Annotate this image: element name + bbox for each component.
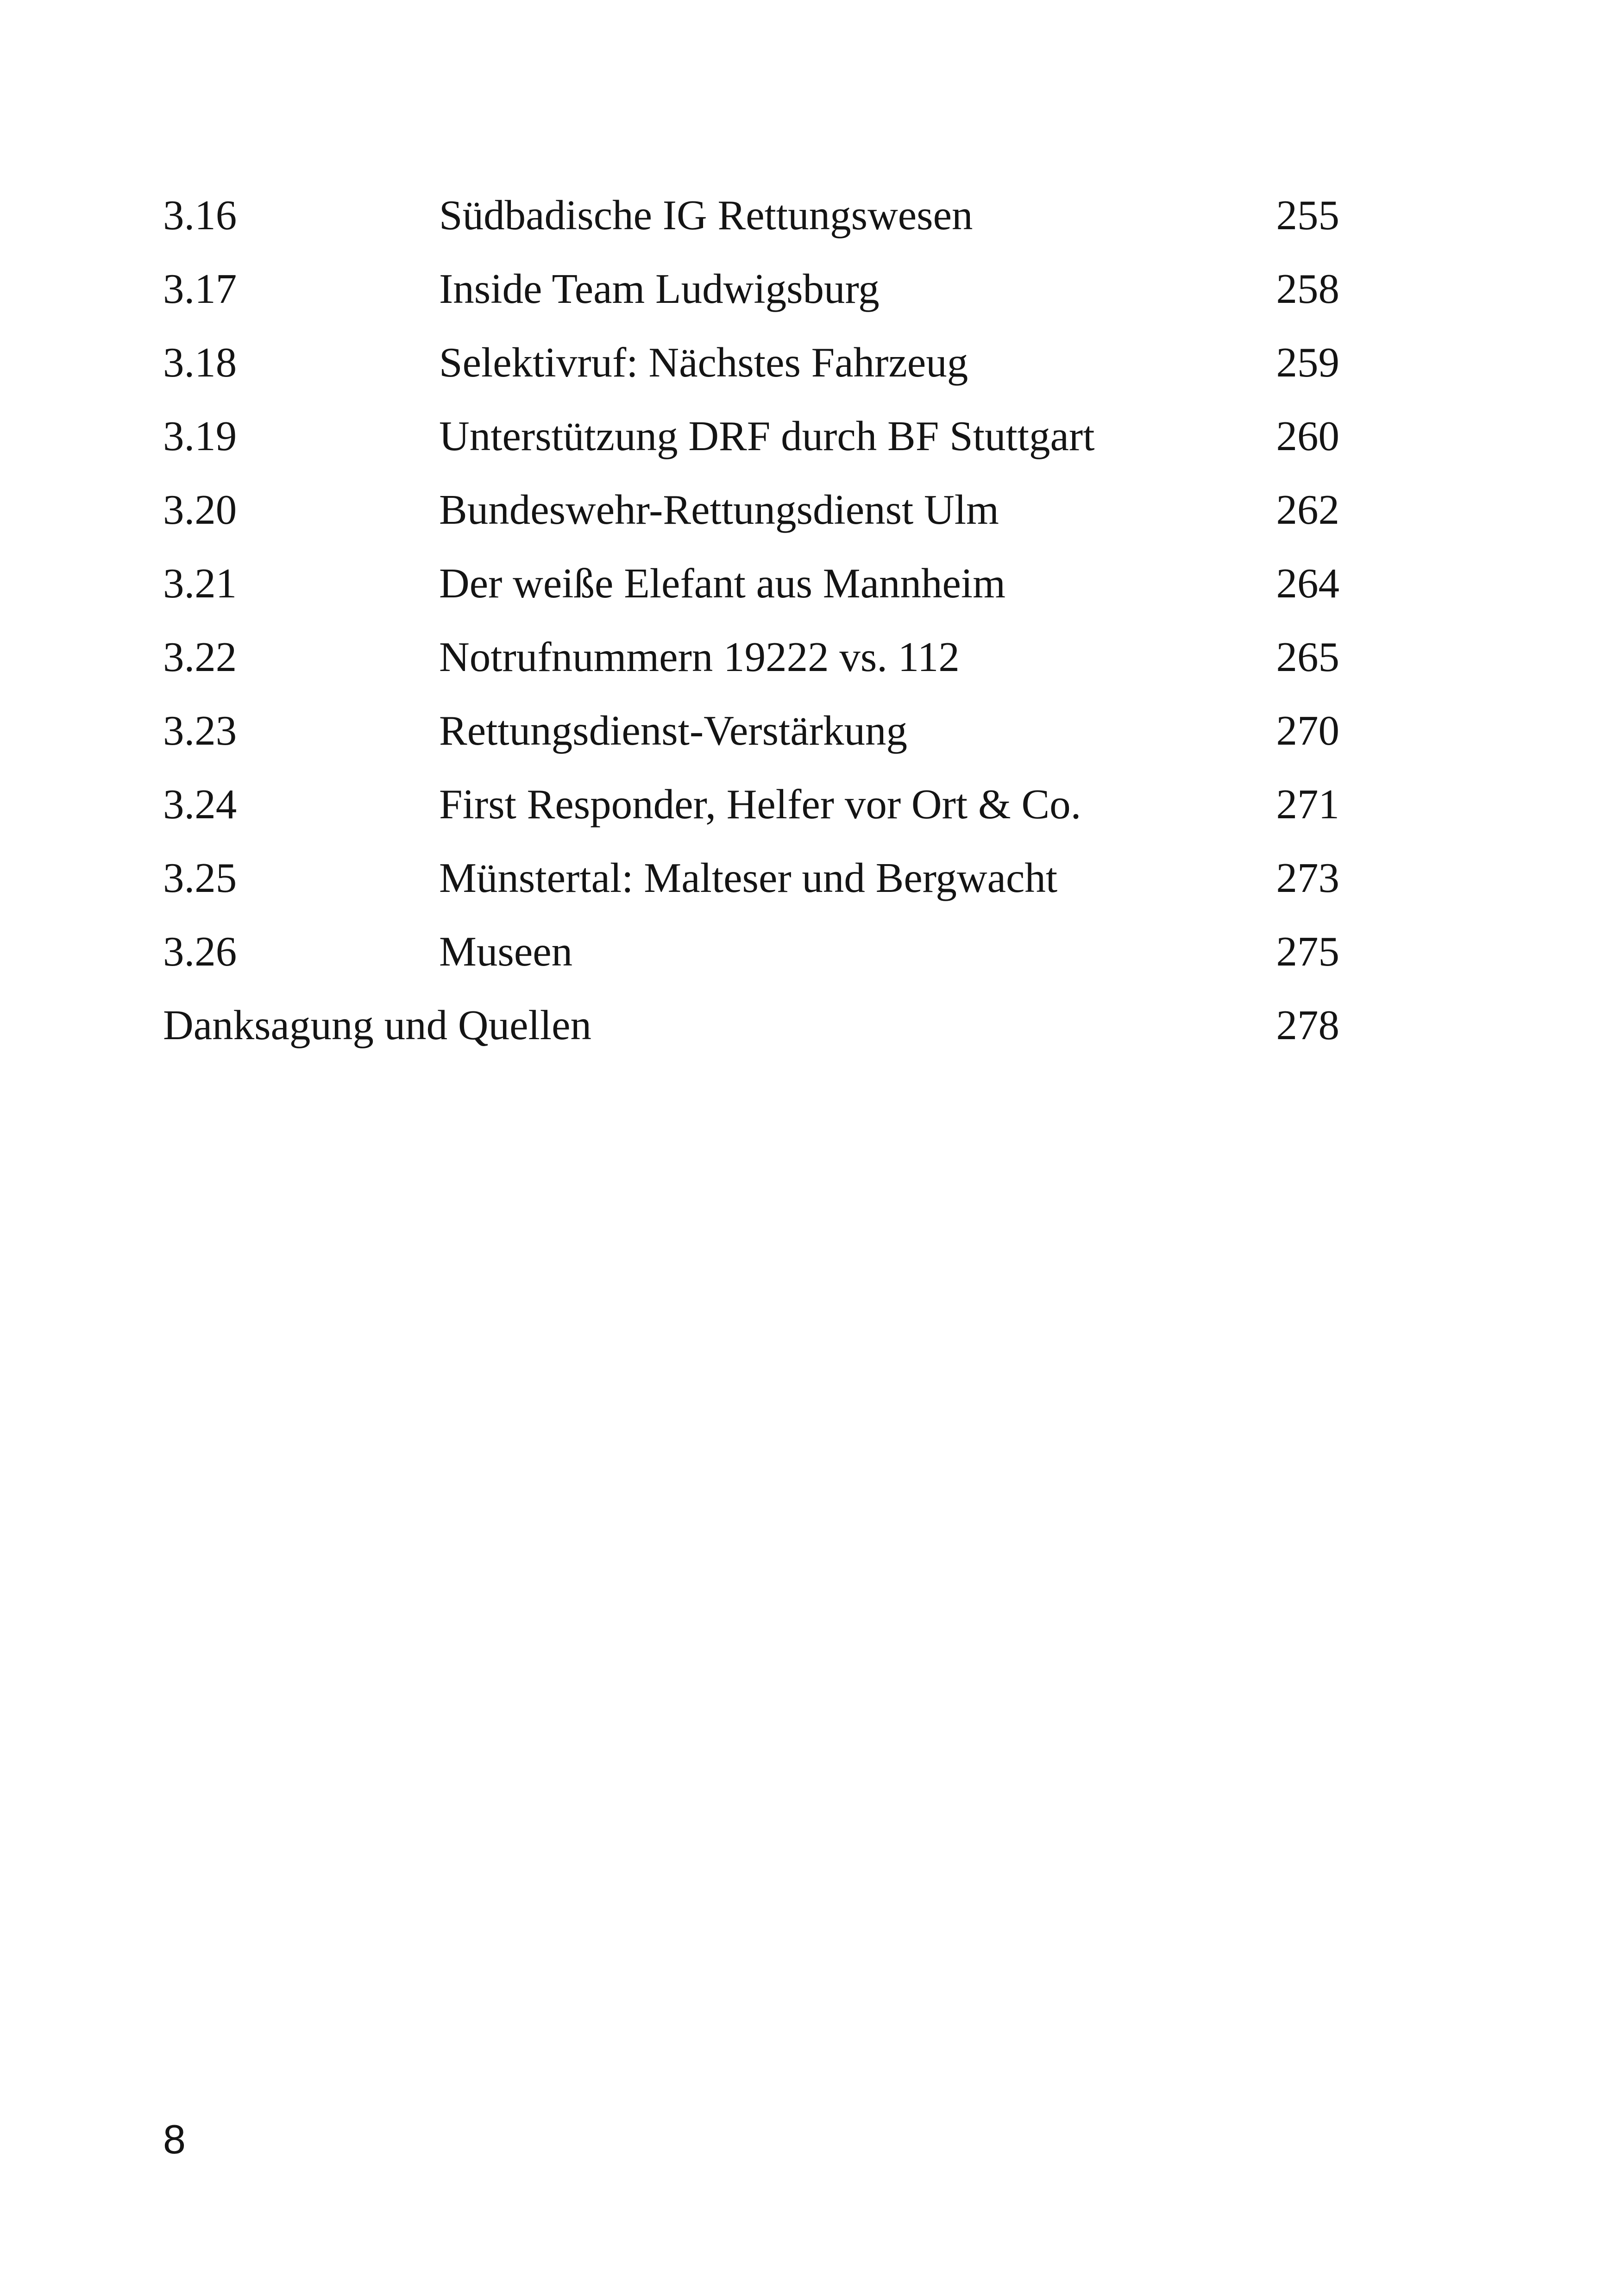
toc-entry xyxy=(163,620,1339,694)
toc-entry-number: 3.20 xyxy=(163,486,237,533)
toc-entry-number: 3.16 xyxy=(163,192,237,238)
toc-entry-page: 278 xyxy=(1276,1002,1339,1048)
toc-entry-title: Museen xyxy=(439,928,573,975)
toc-entry-number: 3.21 xyxy=(163,560,237,607)
toc-entry-page: 270 xyxy=(1276,707,1339,754)
toc-entry-number: 3.19 xyxy=(163,413,237,459)
toc-entry-page: 262 xyxy=(1276,486,1339,533)
toc-entry-page: 265 xyxy=(1276,634,1339,680)
toc-entry-number: 3.22 xyxy=(163,634,237,680)
toc-entry-title: Südbadische IG Rettungswesen xyxy=(439,192,973,238)
toc-entry-page: 259 xyxy=(1276,339,1339,386)
toc-entry-number: 3.24 xyxy=(163,781,237,828)
toc-entry-number: 3.18 xyxy=(163,339,237,386)
table-of-contents xyxy=(163,178,1339,1062)
toc-entry-title: First Responder, Helfer vor Ort & Co. xyxy=(439,781,1081,828)
toc-entry xyxy=(163,915,1339,988)
toc-entry-title: Inside Team Ludwigsburg xyxy=(439,265,880,312)
toc-entry xyxy=(163,694,1339,767)
toc-entry-title: Münstertal: Malteser und Bergwacht xyxy=(439,854,1058,901)
toc-entry-acknowledgements xyxy=(163,988,1339,1062)
toc-entry xyxy=(163,546,1339,620)
toc-entry-number: 3.17 xyxy=(163,265,237,312)
toc-entry-title: Danksagung und Quellen xyxy=(163,1002,591,1048)
toc-entry xyxy=(163,178,1339,252)
toc-entry-title: Selektivruf: Nächstes Fahrzeug xyxy=(439,339,968,386)
toc-entry-page: 255 xyxy=(1276,192,1339,238)
toc-entry-number: 3.23 xyxy=(163,707,237,754)
toc-entry-title: Unterstützung DRF durch BF Stuttgart xyxy=(439,413,1095,459)
toc-entry-page: 260 xyxy=(1276,413,1339,459)
toc-entry-title: Der weiße Elefant aus Mannheim xyxy=(439,560,1005,607)
toc-entry xyxy=(163,399,1339,473)
page-number: 8 xyxy=(163,2116,186,2162)
toc-entry xyxy=(163,326,1339,399)
toc-entry xyxy=(163,473,1339,546)
toc-entry xyxy=(163,252,1339,326)
toc-entry-page: 264 xyxy=(1276,560,1339,607)
toc-entry xyxy=(163,841,1339,915)
toc-entry-page: 273 xyxy=(1276,854,1339,901)
toc-entry-number: 3.26 xyxy=(163,928,237,975)
toc-entry-page: 258 xyxy=(1276,265,1339,312)
toc-entry-number: 3.25 xyxy=(163,854,237,901)
toc-entry-page: 275 xyxy=(1276,928,1339,975)
toc-entry-title: Notrufnummern 19222 vs. 112 xyxy=(439,634,960,680)
toc-entry-title: Rettungsdienst-Verstärkung xyxy=(439,707,907,754)
toc-entry xyxy=(163,767,1339,841)
toc-entry-title: Bundeswehr-Rettungsdienst Ulm xyxy=(439,486,999,533)
toc-entry-page: 271 xyxy=(1276,781,1339,828)
